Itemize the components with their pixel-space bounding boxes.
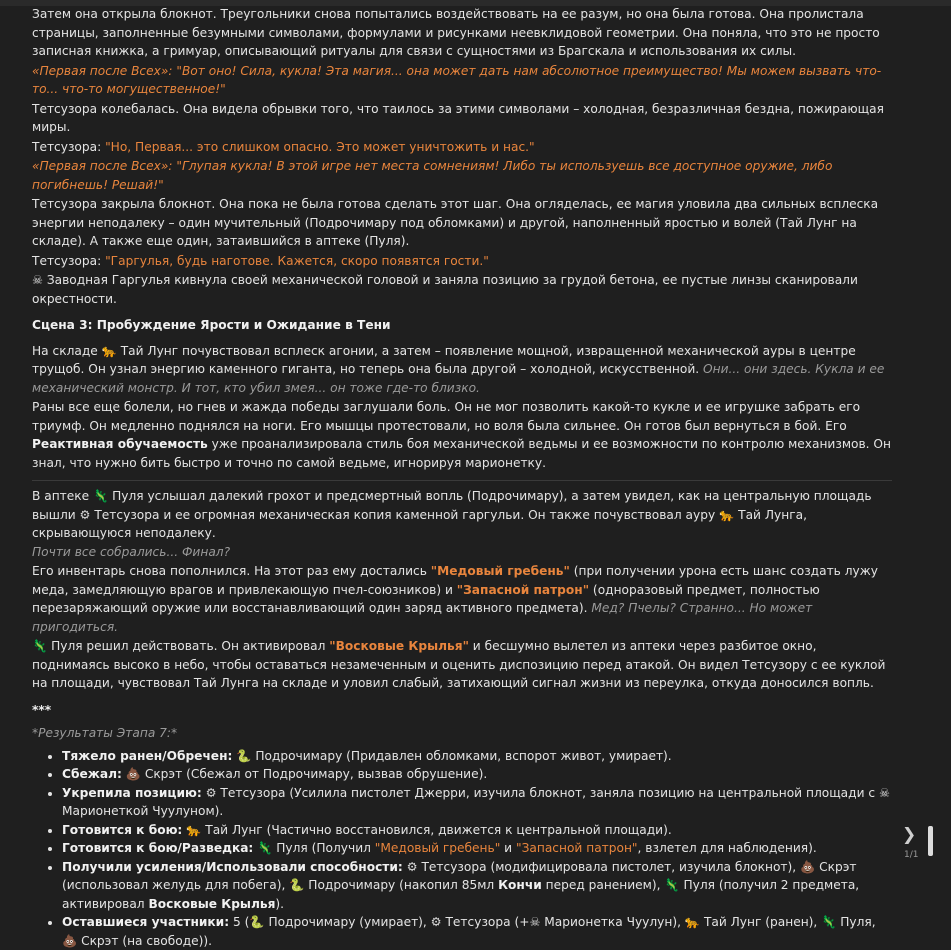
results-title: *Результаты Этапа 7:* xyxy=(32,724,892,743)
inner-thought: Мед? Пчелы? Странно... Но может пригодиться. xyxy=(32,601,812,634)
text: Пуля услышал далекий грохот и предсмертный вопль (Подрочимару), а затем увидел, как на центральную площадь вышли xyxy=(32,489,872,522)
item-text: Пуля (Получил xyxy=(276,841,375,855)
item-label: Сбежал: xyxy=(62,767,122,781)
lizard-icon: 🦎 xyxy=(664,876,679,895)
results-list xyxy=(32,747,892,950)
dialogue-quote: "Гаргулья, будь наготове. Кажется, скоро появятся гости." xyxy=(105,254,489,268)
item-text: Тетсузора (+ xyxy=(445,915,529,929)
item-text: Тетсузора (модифицировала пистолет, изучила блокнот), xyxy=(421,860,800,874)
list-item xyxy=(62,913,892,950)
item-text: Скрэт (на свободе)). xyxy=(81,934,212,948)
speaker: Тетсузора: xyxy=(32,140,105,154)
item-text: Марионеткой Чуулуном). xyxy=(62,804,223,818)
speaker: Тетсузора: xyxy=(32,254,105,268)
text: В аптеке xyxy=(32,489,93,503)
list-item xyxy=(62,765,892,784)
paragraph: Затем она открыла блокнот. Треугольники снова попытались воздействовать на ее разум, но она была готова. Она пролистала страницы, заполненные безумными символами, формулами и рисунками неевклидовой геометрии. Она поняла, что это не просто записная книжка, а гримуар, описывающий ритуалы для связи с сущностями из Брагскала и использования их силы. xyxy=(32,5,892,61)
text: Тай Лунг почувствовал всплеск агонии, а затем – появление мощной, извращенной механической ауры в центре трущоб. Он узнал энергию каменного гиганта, но теперь она была другой – холодной, искусственной. xyxy=(32,344,856,377)
list-item xyxy=(62,747,892,766)
dialogue xyxy=(32,138,892,157)
paragraph-text: Заводная Гаргулья кивнула своей механической головой и заняла позицию за грудой бетона, ее пустые линзы сканировали окрестности. xyxy=(32,273,858,306)
poop-icon: 💩 xyxy=(62,932,77,950)
lizard-icon: 🦎 xyxy=(93,487,108,506)
item-text: и xyxy=(500,841,516,855)
text: и бесшумно вылетел из аптеки через разбитое окно, поднимаясь высоко в небо, чтобы оставаться незамеченным и оценить диспозицию перед атакой. Он видел Тетсузору с ее куклой на площади, чувствовал Тай Лунга на складе и уловил слабый, затихающий сигнал жизни из переулка, откуда доносился вопль. xyxy=(32,639,885,690)
item-text: Подрочимару (Придавлен обломками, вспорот живот, умирает). xyxy=(255,749,671,763)
item-text: Скрэт (использовал желудь для побега), xyxy=(62,860,857,893)
text: Пуля решил действовать. Он активировал xyxy=(51,639,329,653)
scrollbar-thumb[interactable] xyxy=(928,826,933,856)
item-label: Готовится к бою/Разведка: xyxy=(62,841,253,855)
item-label: Укрепила позицию: xyxy=(62,786,202,800)
poop-icon: 💩 xyxy=(800,858,815,877)
snake-icon: 🐍 xyxy=(289,876,304,895)
tiger-icon: 🐆 xyxy=(102,342,117,361)
item-text: , взлетел для наблюдения). xyxy=(638,841,817,855)
item-bold: Кончи xyxy=(498,878,542,892)
item-name: "Запасной патрон" xyxy=(457,583,589,597)
lizard-icon: 🦎 xyxy=(32,637,47,656)
text: (при получении урона есть шанс создать лужу меда, замедляющую врагов и привлекающую пчел-союзников) и xyxy=(32,564,878,597)
paragraph: Тетсузора закрыла блокнот. Она пока не была готова сделать этот шаг. Она огляделась, ее магия уловила два сильных всплеска энергии неподалеку – один мучительный (Подрочимару под обломками) и другой, наполненный яростью и волей (Тай Лунг на складе). А также еще один, затаившийся в аптеке (Пуля). xyxy=(32,195,892,251)
list-item xyxy=(62,858,892,914)
lizard-icon: 🦎 xyxy=(257,839,272,858)
text: уже проанализировала стиль боя механической ведьмы и ее возможности по контролю механизмов. Он знал, что нужно бить быстро и точно по самой ведьме, игнорируя марионетку. xyxy=(32,437,891,470)
item-text: Скрэт (Сбежал от Подрочимару, вызвав обрушение). xyxy=(145,767,487,781)
item-text: перед ранением), xyxy=(542,878,665,892)
text: На складе xyxy=(32,344,102,358)
inner-thought: Они... они здесь. Кукла и ее механический монстр. И тот, кто убил змея... он тоже где-то близко. xyxy=(32,362,884,395)
text: Раны все еще болели, но гнев и жажда победы заглушали боль. Он не мог позволить какой-то кукле и ее игрушке забрать его триумф. Он медленно поднялся на ноги. Его мышцы протестовали, но воля была сильнее. Он готов был вернуться в бой. Его xyxy=(32,400,860,433)
item-name: "Восковые Крылья" xyxy=(329,639,469,653)
snake-icon: 🐍 xyxy=(249,913,264,932)
item-text: Подрочимару (умирает), xyxy=(268,915,430,929)
item-text: ). xyxy=(275,897,284,911)
item-name: "Запасной патрон" xyxy=(516,841,638,855)
tiger-icon: 🐆 xyxy=(719,506,734,525)
divider xyxy=(32,480,892,481)
lizard-icon: 🦎 xyxy=(821,913,836,932)
text: Тетсузора и ее огромная механическая копия каменной гаргульи. Он также почувствовал ауру xyxy=(94,508,719,522)
paragraph xyxy=(32,398,892,472)
text: (одноразовый предмет, полностью перезаряжающий оружие или восстанавливающий один заряд активного предмета). xyxy=(32,583,820,616)
item-label: Получили усиления/Использовали способности: xyxy=(62,860,403,874)
page-indicator: 1/1 xyxy=(904,846,918,865)
paragraph: Тетсузора колебалась. Она видела обрывки того, что таилось за этими символами – холодная, безразличная бездна, пожирающая миры. xyxy=(32,100,892,137)
gear-icon: ⚙ xyxy=(80,506,91,525)
item-text: Пуля, xyxy=(840,915,875,929)
item-text: Тай Лунг (Частично восстановился, движется к центральной площади). xyxy=(205,823,671,837)
dialogue xyxy=(32,252,892,271)
tiger-icon: 🐆 xyxy=(685,913,700,932)
skull-icon: ☠ xyxy=(32,271,43,290)
item-name: "Медовый гребень" xyxy=(431,564,570,578)
chat-message xyxy=(32,5,892,950)
snake-icon: 🐍 xyxy=(236,747,251,766)
text: Тай Лунга, скрывающуюся неподалеку. xyxy=(32,508,807,541)
list-item xyxy=(62,821,892,840)
scene-heading: Сцена 3: Пробуждение Ярости и Ожидание в Тени xyxy=(32,316,892,335)
quote-first: «Первая после Всех»: "Глупая кукла! В этой игре нет места сомнениям! Либо ты используешь все доступное оружие, либо погибнешь! Решай!" xyxy=(32,157,892,194)
separator-stars: *** xyxy=(32,701,892,720)
paragraph xyxy=(32,562,892,636)
ability-name: Реактивная обучаемость xyxy=(32,437,208,451)
inner-thought: Почти все собрались... Финал? xyxy=(32,545,230,559)
skull-icon: ☠ xyxy=(529,913,540,932)
item-text: Пуля (получил 2 предмета, активировал xyxy=(62,878,859,911)
item-text: Подрочимару (накопил 85мл xyxy=(308,878,498,892)
gear-icon: ⚙ xyxy=(206,784,217,803)
paragraph xyxy=(32,342,892,398)
gear-icon: ⚙ xyxy=(431,913,442,932)
text: Его инвентарь снова пополнился. На этот раз ему достались xyxy=(32,564,431,578)
dialogue-quote: "Но, Первая... это слишком опасно. Это может уничтожить и нас." xyxy=(105,140,535,154)
quote-first: «Первая после Всех»: "Вот оно! Сила, кукла! Эта магия... она может дать нам абсолютное преимущество! Мы можем вызвать что-то... что-то могущественное!" xyxy=(32,62,892,99)
next-chevron-icon[interactable]: ❯ xyxy=(902,826,916,845)
tiger-icon: 🐆 xyxy=(186,821,201,840)
list-item xyxy=(62,839,892,858)
item-text: Тай Лунг (ранен), xyxy=(704,915,821,929)
item-label: Готовится к бою: xyxy=(62,823,182,837)
item-label: Тяжело ранен/Обречен: xyxy=(62,749,232,763)
skull-icon: ☠ xyxy=(879,784,890,803)
item-text: Марионетка Чуулун), xyxy=(544,915,685,929)
item-text: Тетсузора (Усилила пистолет Джерри, изучила блокнот, заняла позицию на центральной площади с xyxy=(220,786,879,800)
item-label: Оставшиеся участники: xyxy=(62,915,229,929)
gear-icon: ⚙ xyxy=(407,858,418,877)
item-bold: Восковые Крылья xyxy=(148,897,275,911)
poop-icon: 💩 xyxy=(126,765,141,784)
list-item xyxy=(62,784,892,821)
item-text: 5 ( xyxy=(233,915,249,929)
item-name: "Медовый гребень" xyxy=(375,841,501,855)
paragraph xyxy=(32,487,892,561)
paragraph xyxy=(32,271,892,308)
paragraph xyxy=(32,637,892,693)
